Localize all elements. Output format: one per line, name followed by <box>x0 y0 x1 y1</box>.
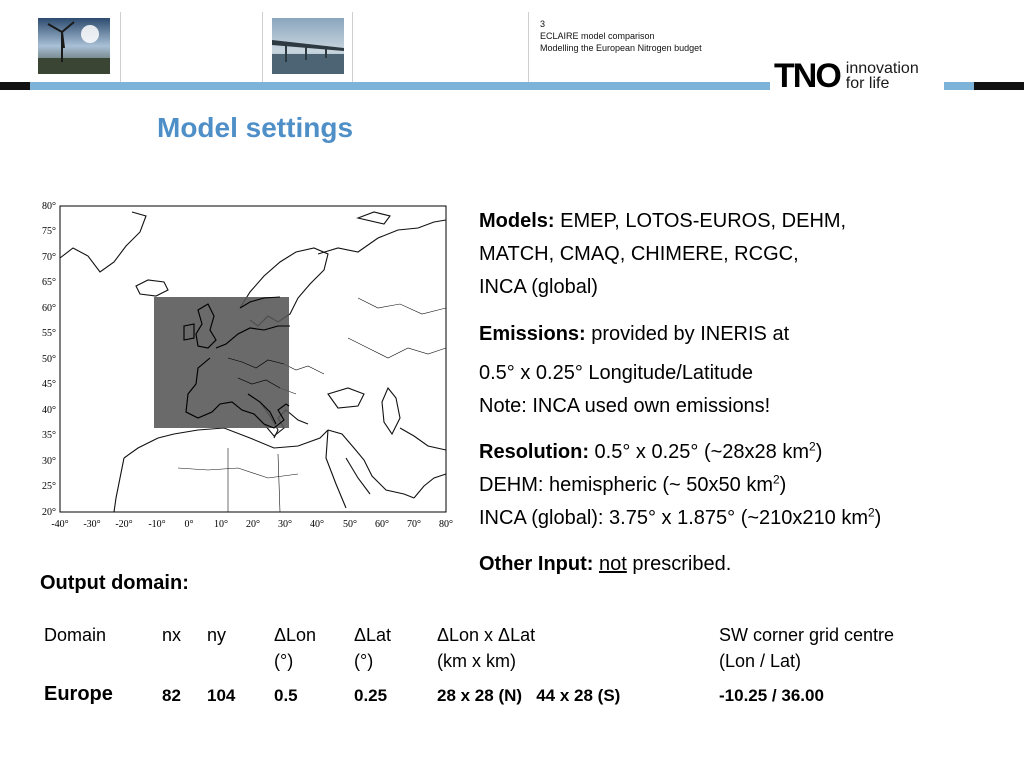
other-input-label: Other Input: <box>479 553 594 575</box>
cell-ny: 104 <box>207 686 236 705</box>
col-header-dlon-2: (°) <box>274 651 294 671</box>
cell-dlonlat: 28 x 28 (N) 44 x 28 (S) <box>437 686 621 705</box>
resolution-line3-end: ) <box>874 507 882 529</box>
models-block <box>479 205 846 304</box>
col-header-sw <box>719 622 894 674</box>
header-photo-windmill <box>38 18 110 74</box>
lon-tick-label: 80° <box>439 519 453 530</box>
tagline-line2: for life <box>845 75 890 92</box>
lon-tick-label: -40° <box>51 519 69 530</box>
col-header-nx: nx <box>162 625 182 645</box>
lat-tick-label: 25° <box>42 481 56 492</box>
lon-tick-label: 70° <box>407 519 421 530</box>
col-header-dlon-1: ΔLon <box>274 625 317 645</box>
models-label: Models: <box>479 210 555 232</box>
lat-axis <box>42 201 56 518</box>
emissions-label: Emissions: <box>479 323 586 345</box>
col-header-dlat <box>354 622 391 674</box>
emissions-line1: provided by INERIS at <box>585 323 790 345</box>
lon-tick-label: 0° <box>184 519 194 530</box>
header-band-dark <box>974 82 1024 90</box>
slide-meta-line1: ECLAIRE model comparison <box>540 31 655 41</box>
lon-tick-label: -30° <box>83 519 101 530</box>
col-header-dlonlat <box>437 622 535 674</box>
resolution-block <box>479 436 881 535</box>
slide-title: Model settings <box>157 112 354 143</box>
models-line2: MATCH, CMAQ, CHIMERE, RCGC, <box>479 243 799 265</box>
col-header-ny: ny <box>207 625 227 645</box>
resolution-line2-end: ) <box>779 474 787 496</box>
emissions-block <box>479 318 789 423</box>
cell-domain: Europe <box>44 683 113 705</box>
output-domain-heading: Output domain: <box>40 572 189 594</box>
col-header-sw-1: SW corner grid centre <box>719 625 895 645</box>
cell-dlon: 0.5 <box>274 686 298 705</box>
lat-tick-label: 75° <box>42 226 56 237</box>
tno-logo <box>774 57 919 95</box>
lon-tick-label: 60° <box>375 519 389 530</box>
slide-number: 3 <box>540 19 546 29</box>
header-divider <box>262 12 263 82</box>
lat-tick-label: 50° <box>42 354 56 365</box>
lat-tick-label: 65° <box>42 277 56 288</box>
lat-tick-label: 35° <box>42 430 56 441</box>
other-input-block <box>479 548 731 581</box>
lat-tick-label: 30° <box>42 456 56 467</box>
lon-tick-label: -10° <box>148 519 166 530</box>
models-line1: EMEP, LOTOS-EUROS, DEHM, <box>554 210 847 232</box>
col-header-dlat-1: ΔLat <box>354 625 392 645</box>
emissions-line3: Note: INCA used own emissions! <box>479 395 771 417</box>
output-domain-box <box>154 297 289 428</box>
header-band-blue <box>944 82 974 90</box>
col-header-domain: Domain <box>44 625 107 645</box>
lat-tick-label: 20° <box>42 507 56 518</box>
other-input-rest: prescribed. <box>626 553 732 575</box>
logo-wordmark: TNO <box>774 57 840 95</box>
logo-tagline <box>846 61 919 91</box>
lat-tick-label: 55° <box>42 328 56 339</box>
lat-tick-label: 70° <box>42 252 56 263</box>
cell-dlat: 0.25 <box>354 686 388 705</box>
lon-tick-label: 40° <box>310 519 324 530</box>
lon-tick-label: 20° <box>246 519 260 530</box>
domain-map <box>28 198 462 530</box>
slide-meta-line2: Modelling the European Nitrogen budget <box>540 43 702 53</box>
col-header-dlon <box>274 622 316 674</box>
other-input-not: not <box>599 553 627 575</box>
resolution-line2: DEHM: hemispheric (~ 50x50 km <box>479 474 773 496</box>
lat-tick-label: 40° <box>42 405 56 416</box>
col-header-dlonlat-1: ΔLon x ΔLat <box>437 625 536 645</box>
lon-tick-label: -20° <box>115 519 133 530</box>
resolution-line2-sup: 2 <box>772 472 780 487</box>
tagline-line1: innovation <box>845 60 919 77</box>
models-line3: INCA (global) <box>479 276 598 298</box>
lon-axis <box>51 519 453 530</box>
resolution-label: Resolution: <box>479 441 589 463</box>
lon-tick-label: 10° <box>214 519 228 530</box>
col-header-dlat-2: (°) <box>354 651 374 671</box>
resolution-line1-end: ) <box>815 441 823 463</box>
lon-tick-label: 50° <box>343 519 357 530</box>
col-header-dlonlat-2: (km x km) <box>437 651 516 671</box>
header-divider <box>352 12 353 82</box>
resolution-line1: 0.5° x 0.25° (~28x28 km <box>589 441 809 463</box>
header-divider <box>120 12 121 82</box>
cell-sw: -10.25 / 36.00 <box>719 686 824 705</box>
header-divider <box>528 12 529 82</box>
lat-tick-label: 45° <box>42 379 56 390</box>
resolution-line1-sup: 2 <box>809 439 816 454</box>
header-photo-bridge <box>272 18 344 74</box>
emissions-line2: 0.5° x 0.25° Longitude/Latitude <box>479 362 753 384</box>
resolution-line3: INCA (global): 3.75° x 1.875° (~210x210 km <box>479 507 868 529</box>
slide-meta <box>540 18 702 54</box>
resolution-line3-sup: 2 <box>867 505 875 520</box>
lat-tick-label: 80° <box>42 201 56 212</box>
header-band-blue <box>30 82 770 90</box>
header-band-dark <box>0 82 30 90</box>
cell-nx: 82 <box>162 686 181 705</box>
col-header-sw-2: (Lon / Lat) <box>719 651 802 671</box>
lat-tick-label: 60° <box>42 303 56 314</box>
lon-tick-label: 30° <box>278 519 292 530</box>
